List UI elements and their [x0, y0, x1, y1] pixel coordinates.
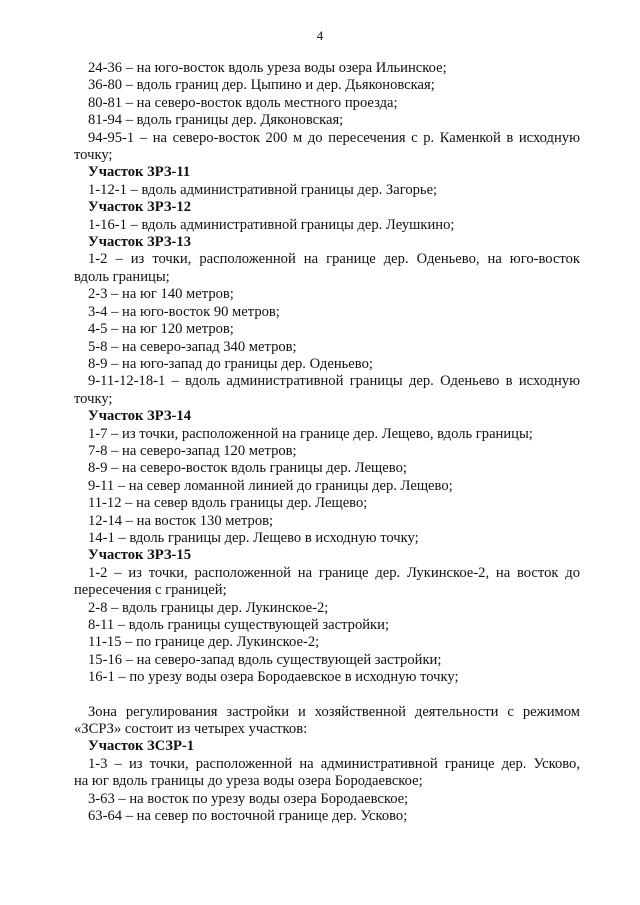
text-line: 16-1 – по урезу воды озера Бородаевское в исходную точку;: [88, 669, 459, 686]
text-line: 3-4 – на юго-восток 90 метров;: [88, 303, 280, 320]
text-line-continuation: пересечения с границей;: [74, 582, 227, 599]
text-line: 8-11 – вдоль границы существующей застройки;: [88, 617, 390, 633]
text-line: 3-63 – на восток по урезу воды озера Бородаевское;: [88, 790, 409, 807]
section-heading-zrz-15: Участок ЗРЗ-15: [88, 547, 191, 564]
text-line: 9-11 – на север ломанной линией до границы дер. Лещево;: [88, 477, 453, 494]
document-body: [74, 60, 580, 825]
text-line: 7-8 – на северо-запад 120 метров;: [88, 442, 297, 459]
text-line: 24-36 – на юго-восток вдоль уреза воды озера Ильинское;: [88, 60, 447, 76]
text-line-continuation: точку;: [74, 147, 113, 164]
section-heading-zrz-12: Участок ЗРЗ-12: [88, 199, 191, 216]
text-line: 80-81 – на северо-восток вдоль местного проезда;: [88, 94, 398, 111]
text-line: 8-9 – на юго-запад до границы дер. Оденьево;: [88, 355, 373, 372]
text-line: 1-12-1 – вдоль административной границы дер. Загорье;: [88, 181, 438, 198]
text-line: 1-16-1 – вдоль административной границы дер. Леушкино;: [88, 216, 455, 233]
text-line: 94-95-1 – на северо-восток 200 м до пересечения с р. Каменкой в исходную: [88, 129, 580, 146]
text-line-continuation: точку;: [74, 390, 113, 407]
text-line: 11-12 – на север вдоль границы дер. Лещево;: [88, 495, 368, 512]
section-heading-zrz-14: Участок ЗРЗ-14: [88, 408, 191, 425]
section-heading-zrz-13: Участок ЗРЗ-13: [88, 234, 191, 251]
text-line: 1-2 – из точки, расположенной на границе дер. Оденьево, на юго-восток: [88, 251, 580, 268]
text-line: 11-15 – по границе дер. Лукинское-2;: [88, 634, 320, 651]
paragraph-spacer: [88, 687, 580, 704]
text-line-continuation: вдоль границы;: [74, 268, 170, 285]
text-line: 1-2 – из точки, расположенной на границе дер. Лукинское-2, на восток до: [88, 564, 580, 581]
text-line-continuation: на юг вдоль границы до уреза воды озера Бородаевское;: [74, 773, 423, 790]
text-line: 14-1 – вдоль границы дер. Лещево в исходную точку;: [88, 529, 419, 546]
text-line: 2-8 – вдоль границы дер. Лукинское-2;: [88, 599, 329, 616]
text-line: 5-8 – на северо-запад 340 метров;: [88, 338, 297, 355]
section-heading-zszr-1: Участок ЗСЗР-1: [88, 738, 195, 755]
text-line: 8-9 – на северо-восток вдоль границы дер. Лещево;: [88, 460, 407, 477]
page-number: 4: [316, 28, 324, 43]
text-line: 9-11-12-18-1 – вдоль административной границы дер. Оденьево в исходную: [88, 373, 580, 390]
zone-paragraph-continuation: «ЗСРЗ» состоит из четырех участков:: [74, 721, 308, 738]
section-heading-zrz-11: Участок ЗРЗ-11: [88, 164, 191, 181]
text-line: 1-3 – из точки, расположенной на административной границе дер. Усково,: [88, 755, 580, 772]
text-line: 81-94 – вдоль границы дер. Дяконовская;: [88, 112, 344, 129]
text-line: 1-7 – из точки, расположенной на границе дер. Лещево, вдоль границы;: [88, 425, 533, 442]
text-line: 2-3 – на юг 140 метров;: [88, 286, 234, 303]
text-line: 63-64 – на север по восточной границе дер. Усково;: [88, 808, 408, 825]
zone-paragraph-line: Зона регулирования застройки и хозяйственной деятельности с режимом: [88, 703, 580, 720]
text-line: 12-14 – на восток 130 метров;: [88, 512, 274, 529]
text-line: 4-5 – на юг 120 метров;: [88, 321, 234, 338]
text-line: 36-80 – вдоль границ дер. Цыпино и дер. Дьяконовская;: [88, 77, 435, 94]
text-line: 15-16 – на северо-запад вдоль существующей застройки;: [88, 651, 442, 668]
